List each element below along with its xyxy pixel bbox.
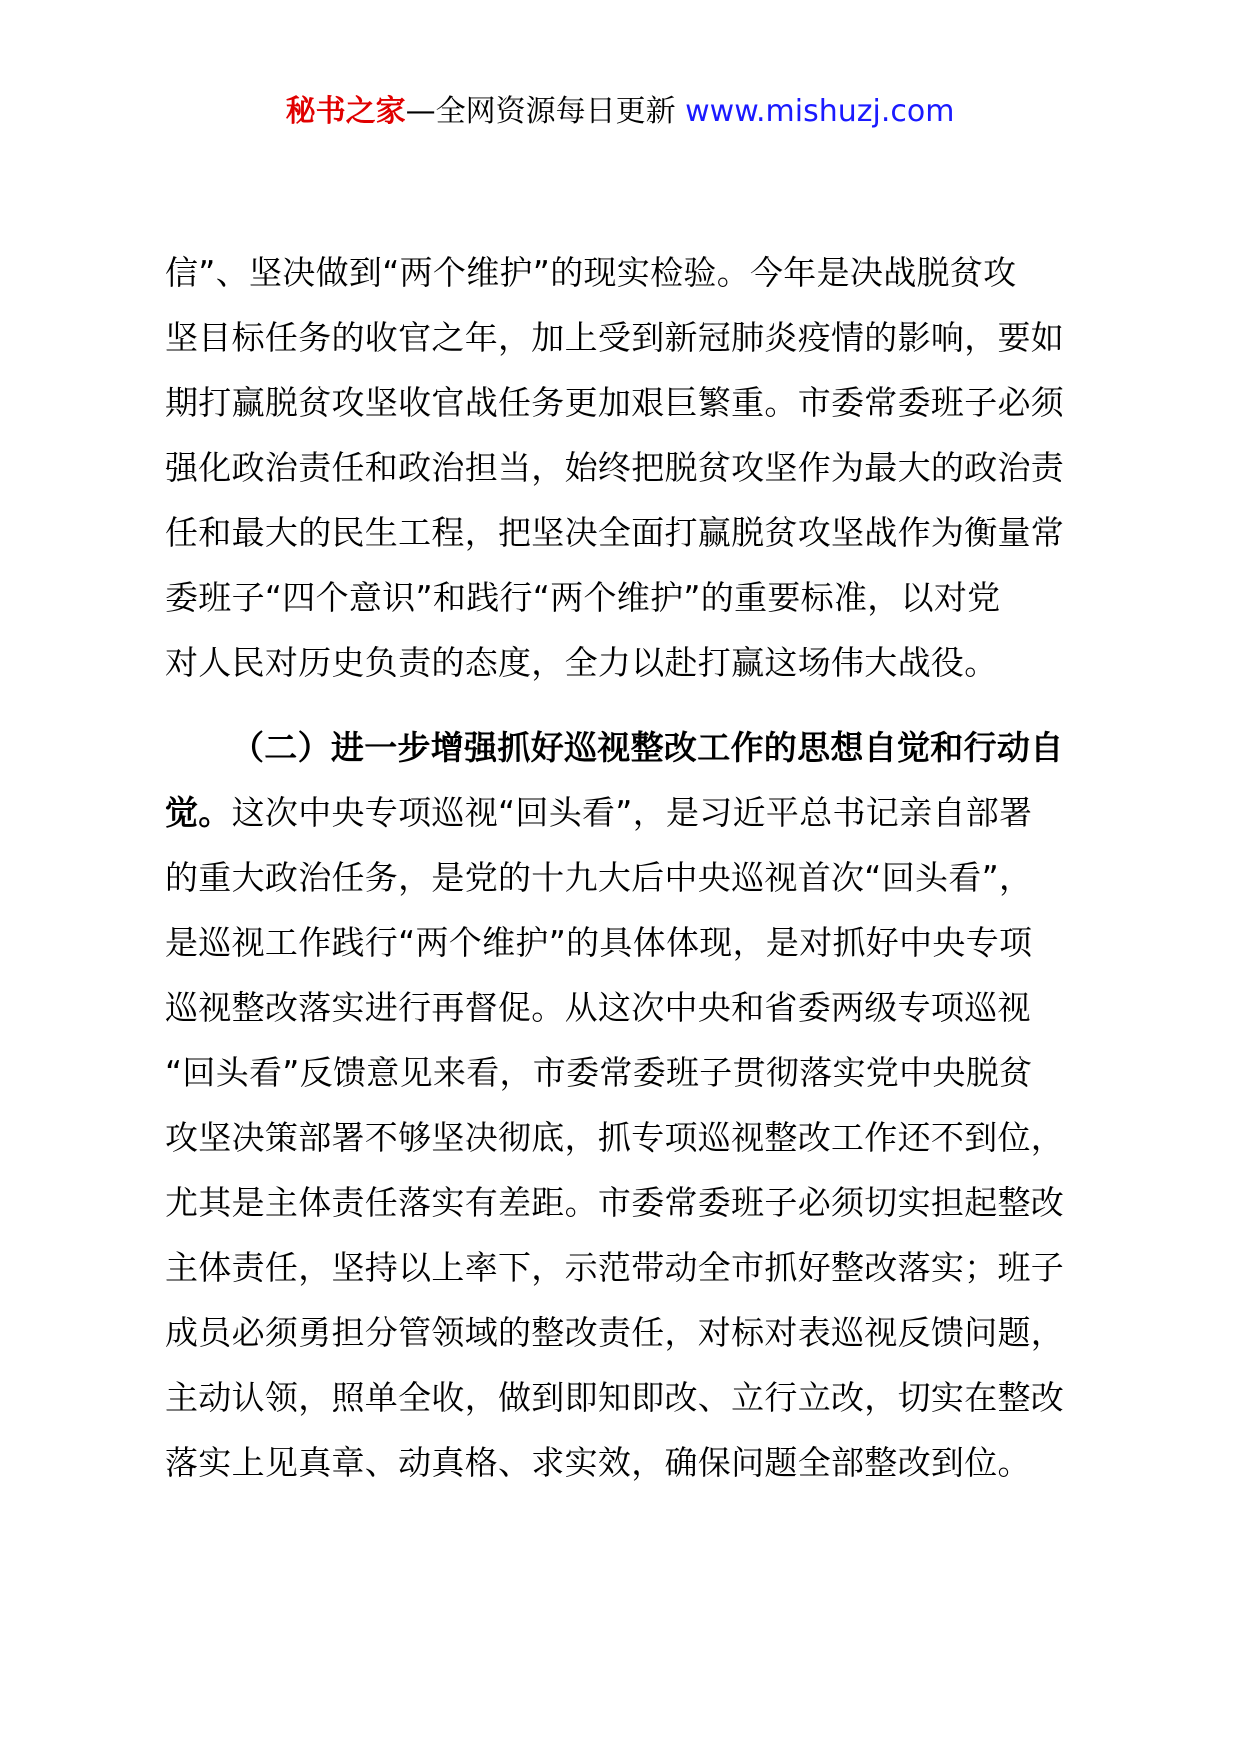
paragraph-line: 成员必须勇担分管领域的整改责任，对标对表巡视反馈问题， xyxy=(165,1313,1065,1352)
paragraph-line: 坚目标任务的收官之年，加上受到新冠肺炎疫情的影响，要如 xyxy=(165,318,1065,357)
paragraph-line: 巡视整改落实进行再督促。从这次中央和省委两级专项巡视 xyxy=(165,988,1031,1027)
paragraph-line: 对人民对历史负责的态度，全力以赴打赢这场伟大战役。 xyxy=(165,643,998,682)
header-tagline: —全网资源每日更新 xyxy=(405,94,686,129)
page-header xyxy=(0,92,1240,132)
paragraph-line: 攻坚决策部署不够坚决彻底，抓专项巡视整改工作还不到位， xyxy=(165,1118,1065,1157)
paragraph-line: 尤其是主体责任落实有差距。市委常委班子必须切实担起整改 xyxy=(165,1183,1065,1222)
paragraph-line xyxy=(165,780,1085,845)
paragraph-line: “回头看”反馈意见来看，市委常委班子贯彻落实党中央脱贫 xyxy=(165,1053,1033,1092)
section-heading-end: 觉。 xyxy=(165,793,232,832)
section-heading: （二）进一步增强抓好巡视整改工作的思想自觉和行动自 xyxy=(231,728,1064,767)
paragraph-line: 主动认领，照单全收，做到即知即改、立行立改，切实在整改 xyxy=(165,1378,1065,1417)
paragraph-line: 主体责任，坚持以上率下，示范带动全市抓好整改落实；班子 xyxy=(165,1248,1065,1287)
paragraph-line: 落实上见真章、动真格、求实效，确保问题全部整改到位。 xyxy=(165,1443,1031,1482)
header-url-link[interactable]: www.mishuzj.com xyxy=(685,94,955,129)
paragraph-line: 信”、坚决做到“两个维护”的现实检验。今年是决战脱贫攻 xyxy=(165,253,1017,292)
document-body xyxy=(165,240,1085,1495)
paragraph-line: 强化政治责任和政治担当，始终把脱贫攻坚作为最大的政治责 xyxy=(165,448,1065,487)
paragraph-2 xyxy=(165,715,1085,1495)
paragraph-line: 的重大政治任务，是党的十九大后中央巡视首次“回头看”， xyxy=(165,858,1033,897)
brand-name: 秘书之家 xyxy=(285,94,406,129)
paragraph-line: 委班子“四个意识”和践行“两个维护”的重要标准，以对党 xyxy=(165,578,1001,617)
paragraph-line: 是巡视工作践行“两个维护”的具体体现，是对抓好中央专项 xyxy=(165,923,1033,962)
paragraph-line: 期打赢脱贫攻坚收官战任务更加艰巨繁重。市委常委班子必须 xyxy=(165,383,1065,422)
paragraph-line: 任和最大的民生工程，把坚决全面打赢脱贫攻坚战作为衡量常 xyxy=(165,513,1065,552)
paragraph-text: 这次中央专项巡视“回头看”，是习近平总书记亲自部署 xyxy=(231,793,1033,832)
paragraph-1 xyxy=(165,240,1085,695)
